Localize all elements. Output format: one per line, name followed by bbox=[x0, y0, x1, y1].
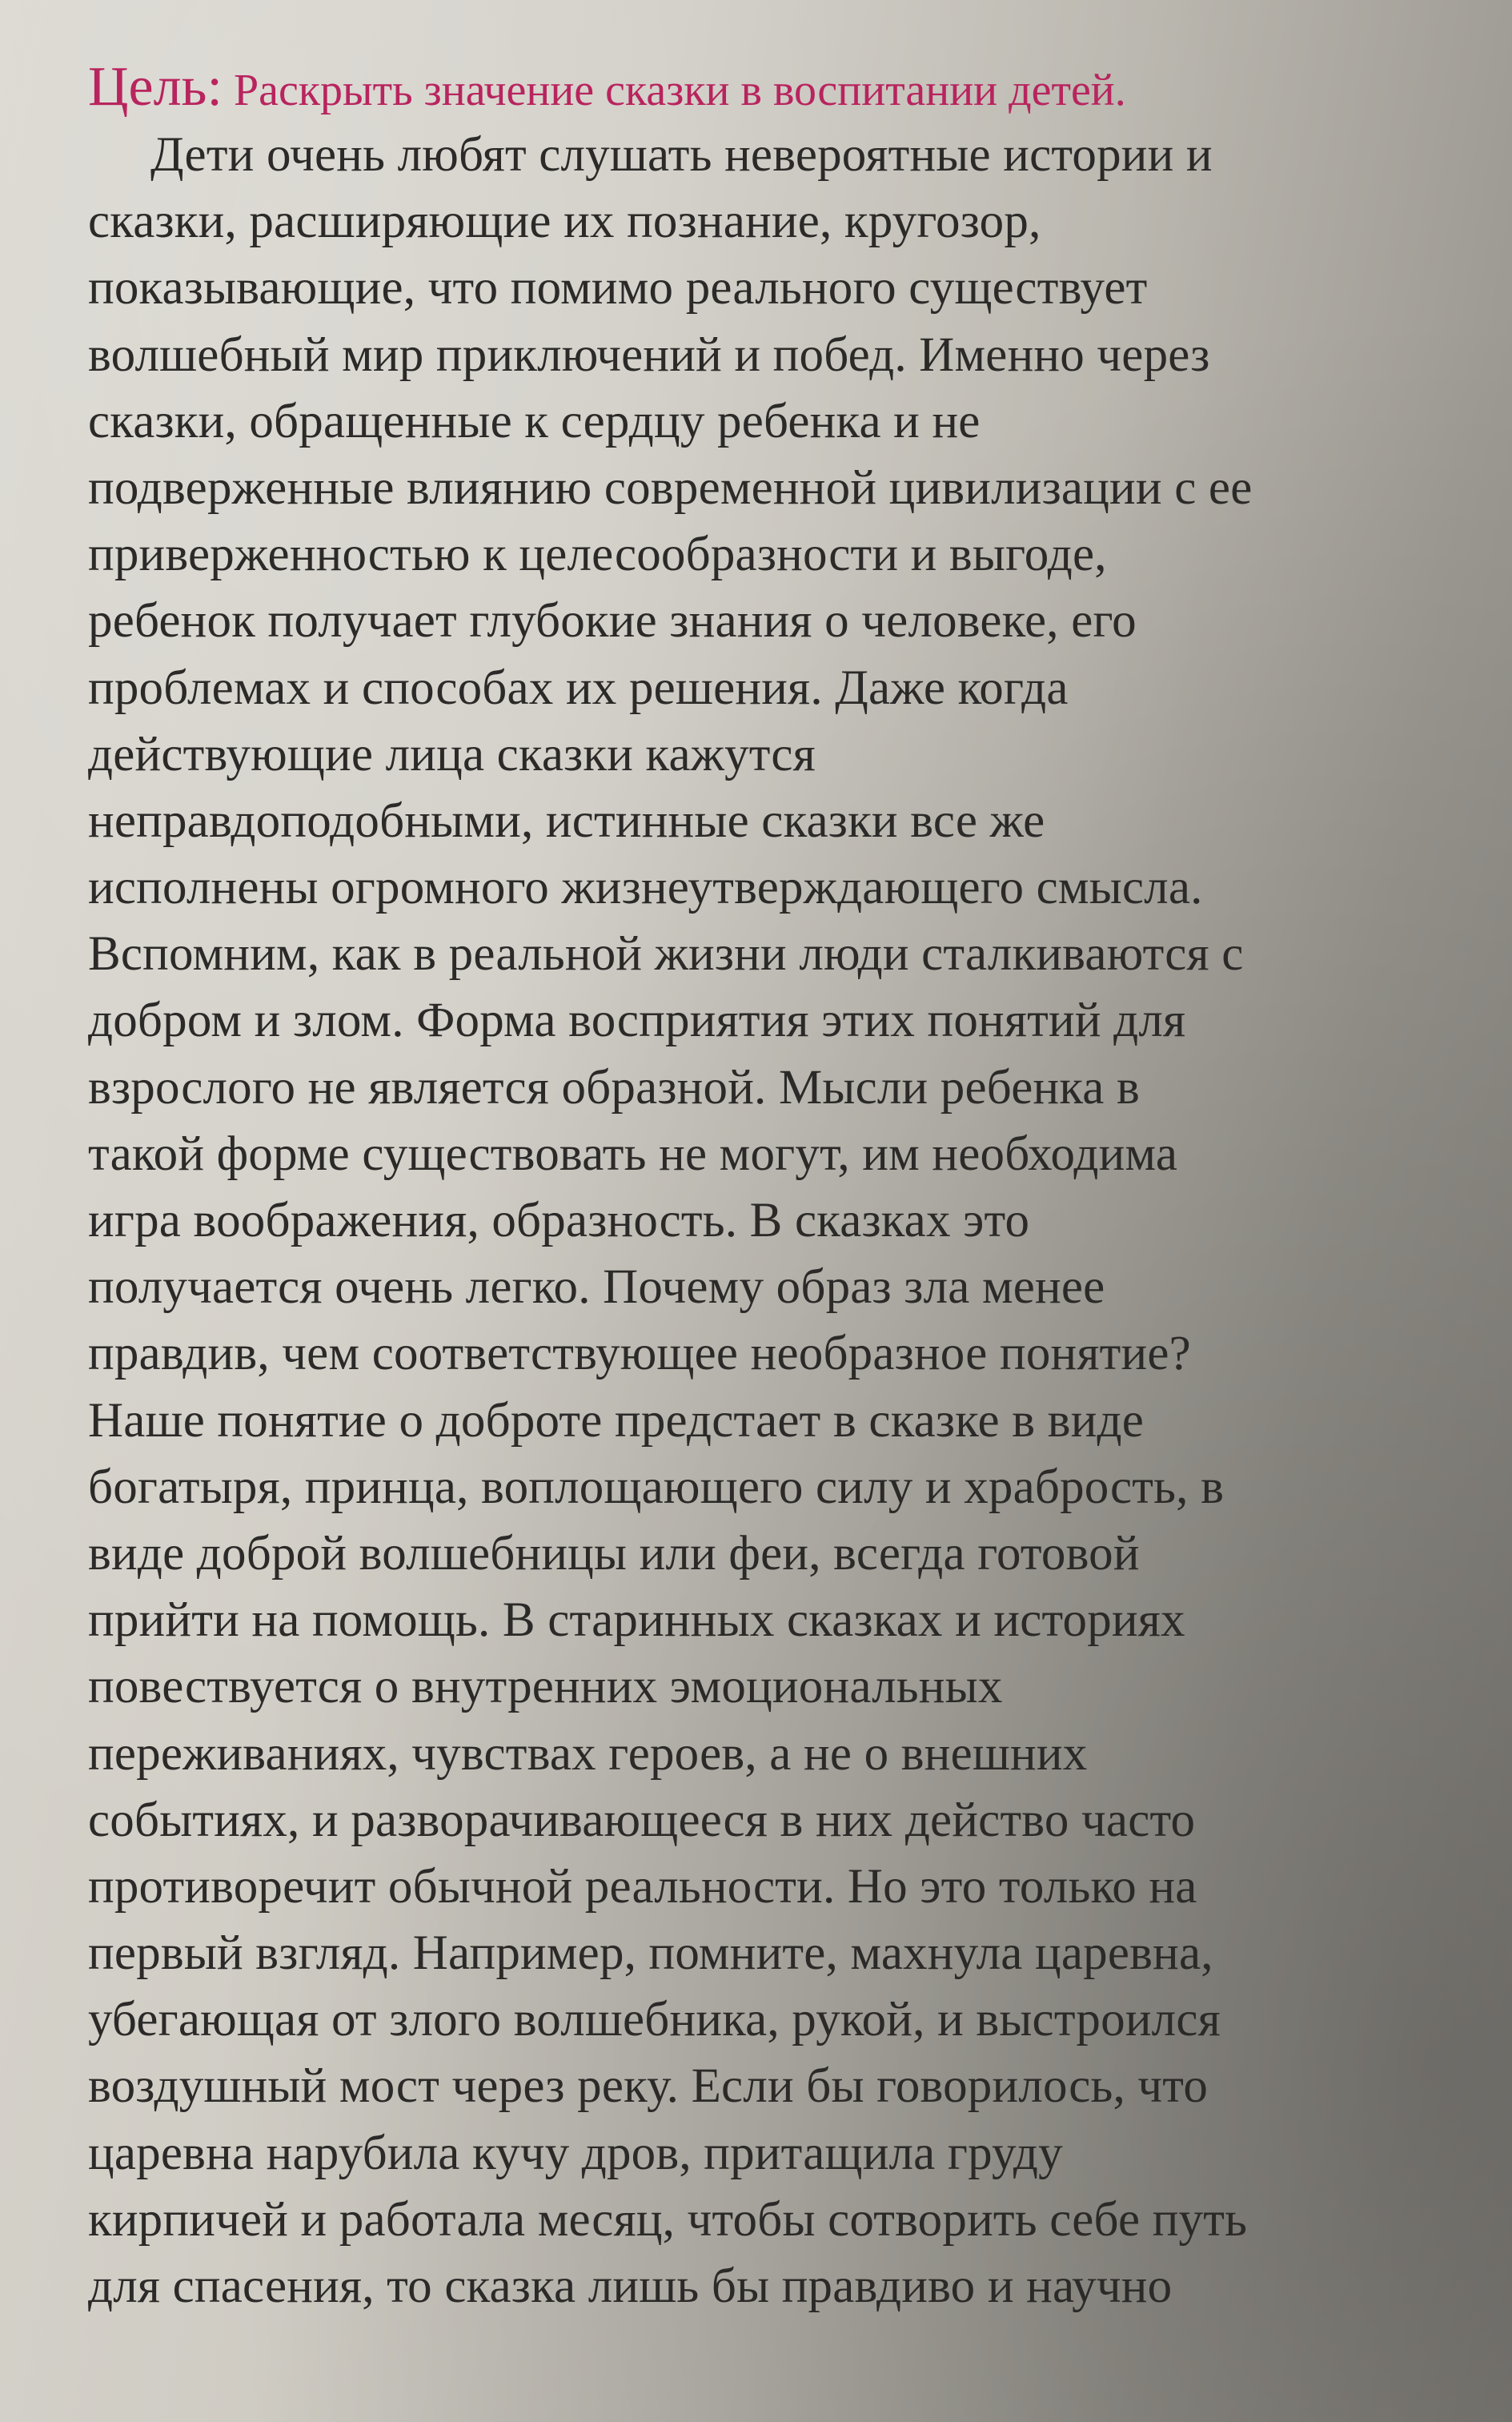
text-line: первый взгляд. Например, помните, махнула царевна, bbox=[88, 1926, 1213, 1981]
text-line: убегающая от злого волшебника, рукой, и выстроился bbox=[88, 1993, 1221, 2047]
text-line: событиях, и разворачивающееся в них действо часто bbox=[88, 1793, 1196, 1847]
text-line: виде доброй волшебницы или феи, всегда готовой bbox=[88, 1526, 1140, 1581]
text-line: для спасения, то сказка лишь бы правдиво и научно bbox=[88, 2259, 1173, 2313]
text-line: взрослого не является образной. Мысли ребенка в bbox=[88, 1060, 1140, 1115]
text-line: подверженные влиянию современной цивилизации с ее bbox=[88, 460, 1253, 515]
page-text-block bbox=[88, 56, 1481, 2320]
text-line: Дети очень любят слушать невероятные истории и bbox=[150, 128, 1213, 182]
text-line: кирпичей и работала месяц, чтобы сотворить себе путь bbox=[88, 2192, 1248, 2247]
text-line: добром и злом. Форма восприятия этих понятий для bbox=[88, 994, 1186, 1048]
text-line: получается очень легко. Почему образ зла менее bbox=[88, 1260, 1105, 1315]
text-line: ребенок получает глубокие знания о человеке, его bbox=[88, 594, 1137, 649]
text-line: прийти на помощь. В старинных сказках и историях bbox=[88, 1593, 1185, 1648]
text-line: Наше понятие о доброте предстает в сказке в виде bbox=[88, 1393, 1145, 1448]
goal-label: Цель: bbox=[88, 56, 223, 118]
goal-text: Раскрыть значение сказки в воспитании детей. bbox=[233, 66, 1126, 115]
text-line: сказки, обращенные к сердцу ребенка и не bbox=[88, 394, 981, 448]
text-line: действующие лица сказки кажутся bbox=[88, 727, 816, 781]
body-paragraph bbox=[88, 122, 1481, 2320]
text-line: правдив, чем соответствующее необразное понятие? bbox=[88, 1327, 1191, 1381]
text-line: воздушный мост через реку. Если бы говорилось, что bbox=[88, 2059, 1209, 2114]
text-line: волшебный мир приключений и побед. Именно через bbox=[88, 327, 1210, 382]
text-line: сказки, расширяющие их познание, кругозор, bbox=[88, 195, 1041, 249]
text-line: переживаниях, чувствах героев, а не о внешних bbox=[88, 1726, 1088, 1781]
text-line: повествуется о внутренних эмоциональных bbox=[88, 1660, 1003, 1714]
text-line: богатыря, принца, воплощающего силу и храбрость, в bbox=[88, 1460, 1225, 1514]
text-line: показывающие, что помимо реального существует bbox=[88, 261, 1148, 315]
goal-heading bbox=[88, 56, 1481, 118]
text-line: приверженностью к целесообразности и выгоде, bbox=[88, 528, 1107, 582]
text-line: неправдоподобными, истинные сказки все же bbox=[88, 793, 1045, 848]
text-line: исполнены огромного жизнеутверждающего смысла. bbox=[88, 861, 1203, 915]
text-line: проблемах и способах их решения. Даже когда bbox=[88, 661, 1069, 715]
text-line: игра воображения, образность. В сказках это bbox=[88, 1194, 1030, 1247]
text-line: противоречит обычной реальности. Но это только на bbox=[88, 1859, 1197, 1914]
text-line: царевна нарубила кучу дров, притащила груду bbox=[88, 2126, 1063, 2180]
text-line: Вспомним, как в реальной жизни люди сталкиваются с bbox=[88, 927, 1244, 982]
text-line: такой форме существовать не могут, им необходима bbox=[88, 1127, 1178, 1181]
